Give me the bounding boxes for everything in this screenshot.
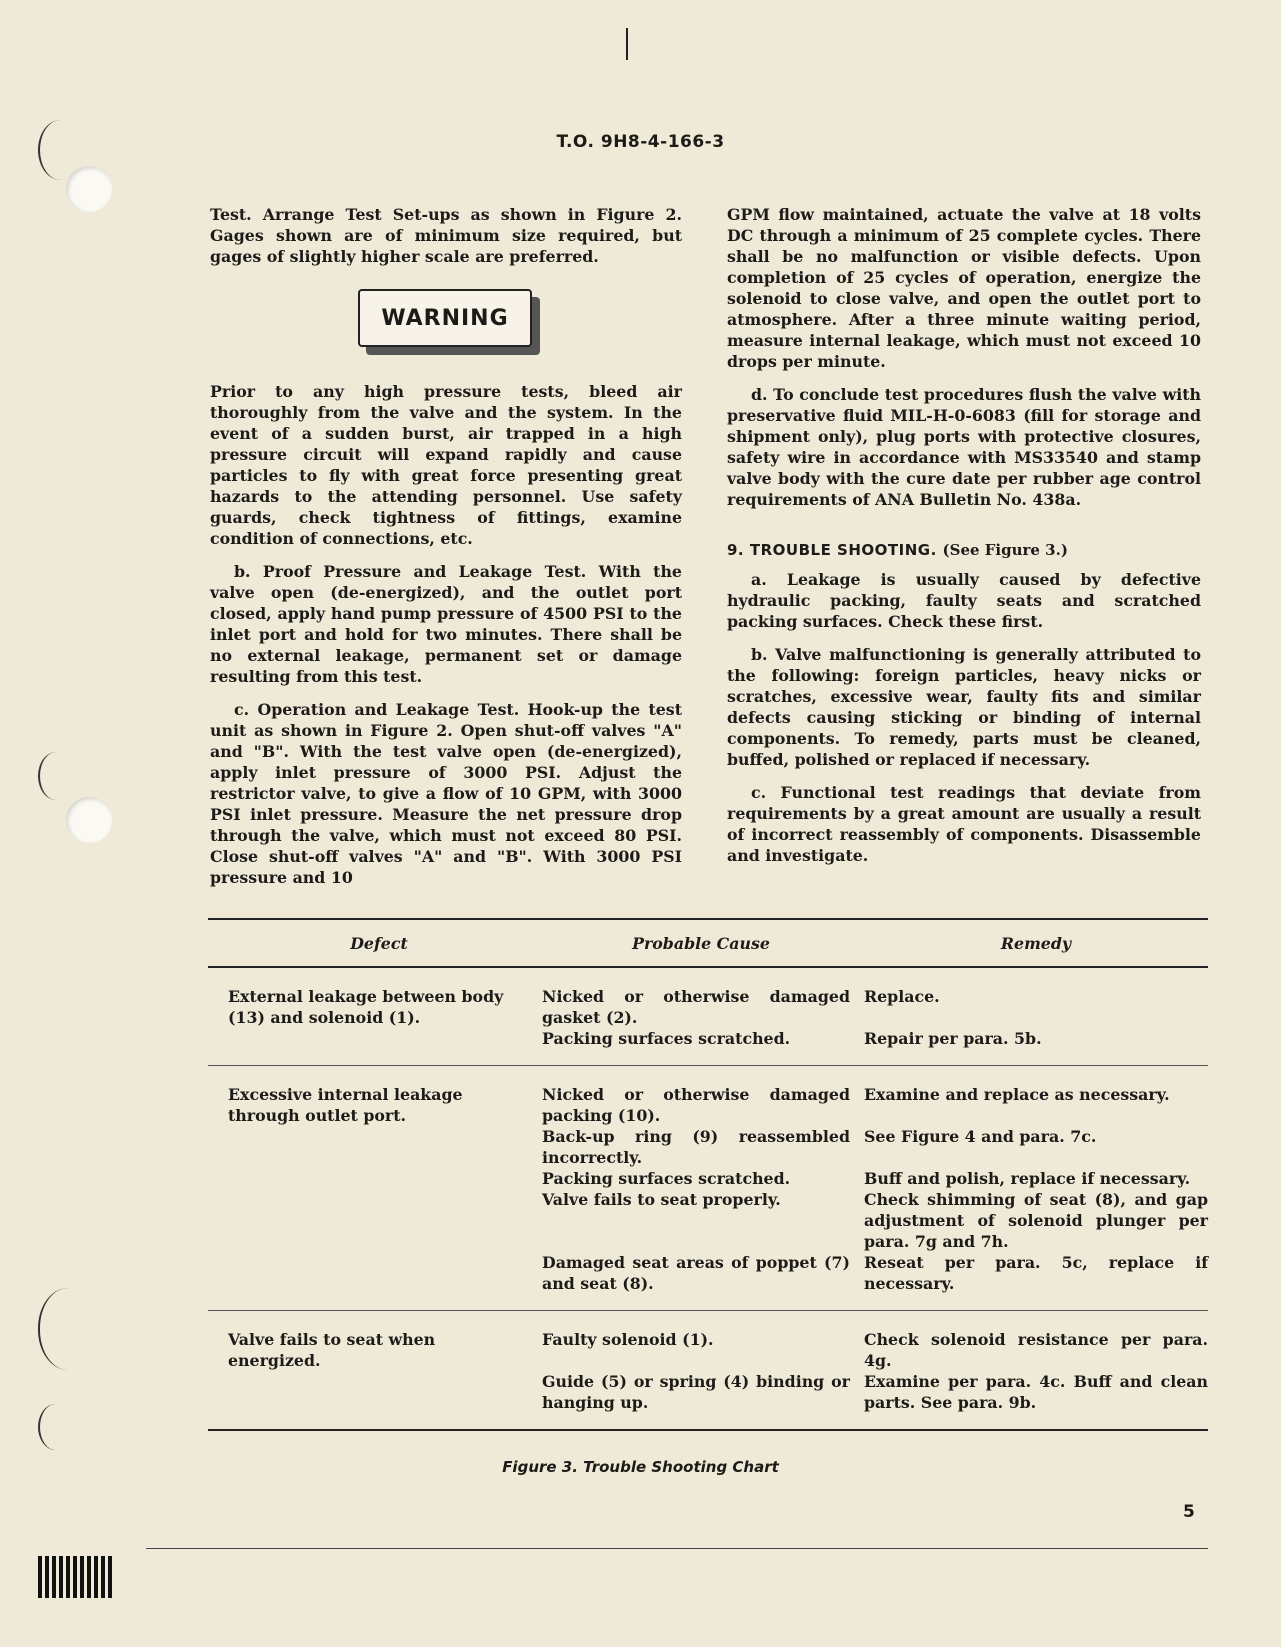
warning-text: Prior to any high pressure tests, bleed air thoroughly from the valve and the system. In the event of a sudden burst, air trapped in a high pressure circuit will expand rapidly and cause particles to fly with great force presenting great hazards to the attending personnel. Use safety guards, check tightness of fittings, examine condition of connections, etc. [210, 382, 682, 548]
defect-cell: External leakage between body (13) and solenoid (1). [228, 987, 504, 1027]
remedy-cell: Examine and replace as necessary. [864, 1085, 1170, 1104]
defect-cell: Valve fails to seat when energized. [228, 1330, 436, 1370]
para-a-leakage: a. Leakage is usually caused by defective hydraulic packing, faulty seats and scratched packing surfaces. Check these first. [727, 570, 1201, 631]
para-d-conclude: d. To conclude test procedures flush the valve with preservative fluid MIL-H-0-6083 (fill for storage and shipment only), plug ports with protective closures, safety wire in accordance with MS33540 and stamp valve body with the cure date per rubber age control requirements of ANA Bulletin No. 438a. [727, 385, 1201, 509]
cause-remedy-pair [530, 1329, 1208, 1371]
warning-box [358, 289, 532, 347]
cause-remedy-pair [530, 1252, 1208, 1294]
para-b-proof-pressure: b. Proof Pressure and Leakage Test. With the valve open (de-energized), and the outlet port closed, apply hand pump pressure of 4500 PSI to the inlet port and hold for two minutes. There shall be no external leakage, permanent set or damage resulting from this test. [210, 562, 682, 686]
remedy-cell: Replace. [864, 987, 940, 1006]
binder-mark [38, 1288, 70, 1370]
section-heading [727, 540, 1201, 561]
to-number: T.O. 9H8-4-166-3 [556, 132, 725, 152]
warning-label: WARNING [381, 305, 509, 331]
cause-cell: Back-up ring (9) reassembled incorrectly. [542, 1127, 850, 1167]
binder-mark [38, 1404, 70, 1450]
intro-paragraph: Test. Arrange Test Set-ups as shown in Figure 2. Gages shown are of minimum size required, but gages of slightly higher scale are preferred. [210, 205, 682, 266]
header-defect: Defect [350, 933, 408, 953]
binder-mark [38, 752, 70, 800]
cause-remedy-pair [530, 1028, 1208, 1049]
para-c-operation-leakage: c. Operation and Leakage Test. Hook-up the test unit as shown in Figure 2. Open shut-off valves "A" and "B". With the test valve open (de-energized), apply inlet pressure of 3000 PSI. Adjust the restrictor valve, to give a flow of 10 GPM, with 3000 PSI inlet pressure. Measure the net pressure drop through the valve, which must not exceed 80 PSI. Close shut-off valves "A" and "B". With 3000 PSI pressure and 10 [210, 700, 682, 887]
remedy-cell: Repair per para. 5b. [864, 1029, 1042, 1048]
table-row [208, 1310, 1208, 1429]
cause-cell: Nicked or otherwise damaged gasket (2). [542, 987, 850, 1027]
section-see-figure: (See Figure 3.) [942, 541, 1068, 559]
remedy-cell: Buff and polish, replace if necessary. [864, 1169, 1191, 1188]
para-b-malfunction: b. Valve malfunctioning is generally attributed to the following: foreign particles, heavy nicks or scratches, excessive wear, faulty fits and similar defects causing sticking or binding of internal components. To remedy, parts must be cleaned, buffed, polished or replaced if necessary. [727, 645, 1201, 769]
cause-remedy-pair [530, 986, 1208, 1028]
para-c-functional: c. Functional test readings that deviate from requirements by a great amount are usually a result of incorrect reassembly of components. Disassemble and investigate. [727, 783, 1201, 865]
remedy-cell: Examine per para. 4c. Buff and clean parts. See para. 9b. [864, 1372, 1208, 1412]
page-number: 5 [1183, 1502, 1195, 1522]
cause-cell: Packing surfaces scratched. [542, 1029, 791, 1048]
table-bottom-rule [208, 1429, 1208, 1431]
header-remedy: Remedy [1000, 933, 1072, 953]
remedy-cell: Check solenoid resistance per para. 4g. [864, 1330, 1208, 1370]
left-column [210, 204, 682, 900]
section-title: 9. TROUBLE SHOOTING. [727, 541, 937, 559]
cause-cell: Valve fails to seat properly. [542, 1190, 781, 1209]
cause-cell: Damaged seat areas of poppet (7) and seat (8). [542, 1253, 850, 1293]
table-row [208, 966, 1208, 1065]
scan-barcode-mark [38, 1556, 112, 1598]
cause-cell: Faulty solenoid (1). [542, 1330, 714, 1349]
cause-remedy-pair [530, 1371, 1208, 1413]
header-probable-cause: Probable Cause [632, 933, 770, 953]
figure-caption: Figure 3. Trouble Shooting Chart [502, 1458, 779, 1476]
binder-hole [66, 166, 112, 212]
defect-cell: Excessive internal leakage through outlet port. [228, 1085, 463, 1125]
table-header-row [208, 920, 1208, 966]
registration-mark [626, 28, 628, 60]
cause-cell: Packing surfaces scratched. [542, 1169, 791, 1188]
cause-remedy-pair [530, 1084, 1208, 1126]
cause-cell: Nicked or otherwise damaged packing (10). [542, 1085, 850, 1125]
right-column [727, 204, 1201, 878]
page-bottom-rule [146, 1548, 1208, 1549]
continued-paragraph: GPM flow maintained, actuate the valve at 18 volts DC through a minimum of 25 complete cycles. There shall be no malfunction or visible defects. Upon completion of 25 cycles of operation, energize the solenoid to close valve, and open the outlet port to atmosphere. After a three minute waiting period, measure internal leakage, which must not exceed 10 drops per minute. [727, 205, 1201, 371]
remedy-cell: Reseat per para. 5c, replace if necessary. [864, 1253, 1208, 1293]
remedy-cell: See Figure 4 and para. 7c. [864, 1127, 1097, 1146]
binder-hole [66, 797, 112, 843]
warning-callout [210, 281, 682, 377]
remedy-cell: Check shimming of seat (8), and gap adjustment of solenoid plunger per para. 7g and 7h. [864, 1190, 1208, 1251]
table-row [208, 1065, 1208, 1310]
trouble-shooting-table [208, 918, 1208, 1431]
cause-remedy-pair [530, 1189, 1208, 1252]
cause-remedy-pair [530, 1126, 1208, 1168]
cause-remedy-pair [530, 1168, 1208, 1189]
cause-cell: Guide (5) or spring (4) binding or hanging up. [542, 1372, 850, 1412]
